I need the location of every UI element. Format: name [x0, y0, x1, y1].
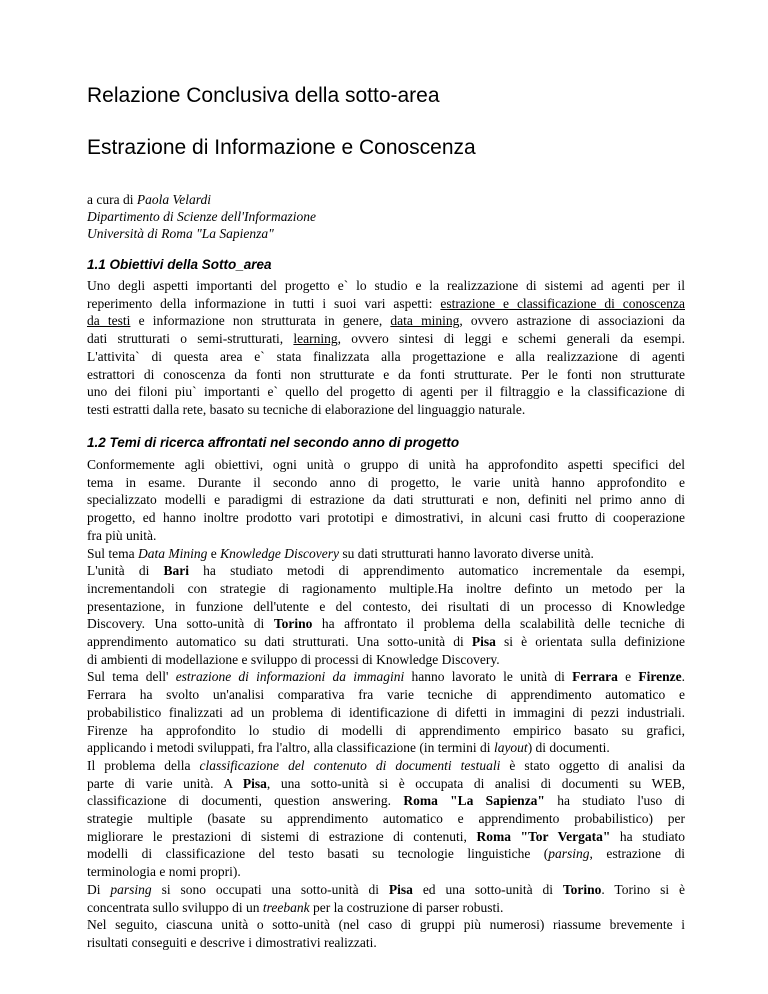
text-line: Ferrara ha svolto un'analisi comparativa fra varie tecniche di apprendimento automatico e [87, 687, 685, 703]
underlined-term: estrazione e classificazione di conoscenza [440, 295, 685, 311]
text-line: di ambienti di modellazione e sviluppo di processi di Knowledge Discovery. [87, 651, 500, 667]
text-line: Sul tema dell' estrazione di informazioni da immagini hanno lavorato le unità di Ferrara e Firenze. [87, 669, 685, 685]
text-line: presentazione, in funzione dell'utente e del contesto, dei risultati di un processo di Knowledge [87, 598, 685, 614]
text-line: uno dei filoni piu` importanti e` quello del progetto di agenti per il filtraggio e la classificazione di [87, 384, 685, 400]
text-line: Il problema della classificazione del contenuto di documenti testuali è stato oggetto di analisi da [87, 757, 686, 773]
underlined-term: da testi [87, 313, 131, 329]
text-line: parte di varie unità. A Pisa, una sotto-unità si è occupata di analisi di documenti su WEB, [87, 775, 685, 791]
text-line: probabilistico finalizzati ad un problema di identificazione di difetti in immagini di pezzi industriali. [87, 704, 685, 720]
text-line: Sul tema Data Mining e Knowledge Discovery su dati strutturati hanno lavorato diverse unità. [87, 545, 594, 561]
text-line: Firenze ha approfondito lo studio di modelli di apprendimento empirico basato su grafici, [87, 722, 685, 738]
text-line: reperimento della informazione in tutti i suoi vari aspetti: estrazione e classificazione di conoscenza [87, 295, 685, 311]
text-line: dati strutturati o semi-strutturati, learning, ovvero sintesi di leggi e schemi generali da esempi. [87, 331, 685, 347]
section1-heading: 1.1 Obiettivi della Sotto_area [87, 257, 272, 272]
text-line: apprendimento automatico su dati strutturati. Una sotto-unità di Pisa si è orientata sulla definizione [87, 634, 685, 650]
text-line: risultati conseguiti e descrive i dimostrativi realizzati. [87, 934, 377, 950]
text-line: Di parsing si sono occupati una sotto-unità di Pisa ed una sotto-unità di Torino. Torino si è [87, 881, 686, 897]
byline-university: Università di Roma "La Sapienza" [87, 226, 274, 241]
byline-prefix: a cura di [87, 192, 137, 207]
document-title-line1: Relazione Conclusiva della sotto-area [87, 84, 440, 107]
text-line: Nel seguito, ciascuna unità o sotto-unità (nel caso di gruppi più numerosi) riassume brevemente i [87, 917, 685, 933]
underlined-term: data mining [390, 313, 460, 329]
text-line: Uno degli aspetti importanti del progetto e` lo studio e la realizzazione di sistemi ad agenti per il [87, 278, 685, 293]
text-line: incrementandoli con strategie di ragionamento multiple.Ha inoltre definto un metodo per la [87, 580, 685, 596]
byline-department: Dipartimento di Scienze dell'Informazione [87, 209, 316, 224]
byline-editor [87, 191, 316, 208]
text-line: specializzato modelli e paradigmi di estrazione da dati strutturati e non, definiti nel primo anno di [87, 492, 685, 508]
text-line: fra più unità. [87, 527, 157, 543]
byline [87, 191, 316, 242]
text-line: da testi e informazione non strutturata in genere, data mining, ovvero astrazione di associazioni da [87, 313, 685, 329]
document-title-line2: Estrazione di Informazione e Conoscenza [87, 136, 476, 159]
text-line: testi estratti dalla rete, basato su tecniche di elaborazione del linguaggio naturale. [87, 401, 526, 417]
text-line: Discovery. Una sotto-unità di Torino ha affrontato il problema della scalabilità delle tecniche di [87, 616, 686, 632]
text-line: estrattori di conoscenza da fonti non strutturate e da fonti strutturate. Per le fonti non strutturate [87, 366, 685, 382]
text-line: L'unità di Bari ha studiato metodi di apprendimento automatico incrementale da esempi, [87, 563, 685, 579]
text-line: strategie multiple (basate su apprendimento automatico e apprendimento probabilistico) per [87, 811, 685, 827]
section1-paragraph [87, 277, 685, 419]
text-line: migliorare le prestazioni di sistemi di estrazione di contenuti, Roma "Tor Vergata" ha studiato [87, 828, 685, 844]
byline-author: Paola Velardi [136, 192, 211, 207]
underlined-term: learning [293, 331, 338, 347]
text-line: L'attivita` di questa area e` stata finalizzata alla progettazione e alla realizzazione di agenti [87, 348, 685, 364]
text-line: Conformemente agli obiettivi, ogni unità o gruppo di unità ha approfondito aspetti specifici del [87, 457, 685, 472]
text-line: progetto, ed hanno inoltre prodotto vari prototipi e dimostrativi, in alcuni casi frutto di cooperazione [87, 510, 685, 526]
text-line: applicando i metodi sviluppati, fra l'altro, alla classificazione (in termini di layout) di documenti. [87, 740, 610, 756]
text-line: tema in esame. Durante il secondo anno di progetto, le varie unità hanno approfondito e [87, 474, 685, 490]
section2-heading: 1.2 Temi di ricerca affrontati nel secondo anno di progetto [87, 435, 460, 450]
text-line: terminologia e nomi propri). [87, 864, 241, 880]
section2-paragraph [87, 456, 685, 952]
text-line: modelli di classificazione del testo basati su tecnologie linguistiche (parsing, estrazione di [87, 846, 685, 862]
text-line: classificazione di documenti, question answering. Roma "La Sapienza" ha studiato l'uso di [87, 793, 686, 809]
text-line: concentrata sullo sviluppo di un treebank per la costruzione di parser robusti. [87, 899, 504, 915]
